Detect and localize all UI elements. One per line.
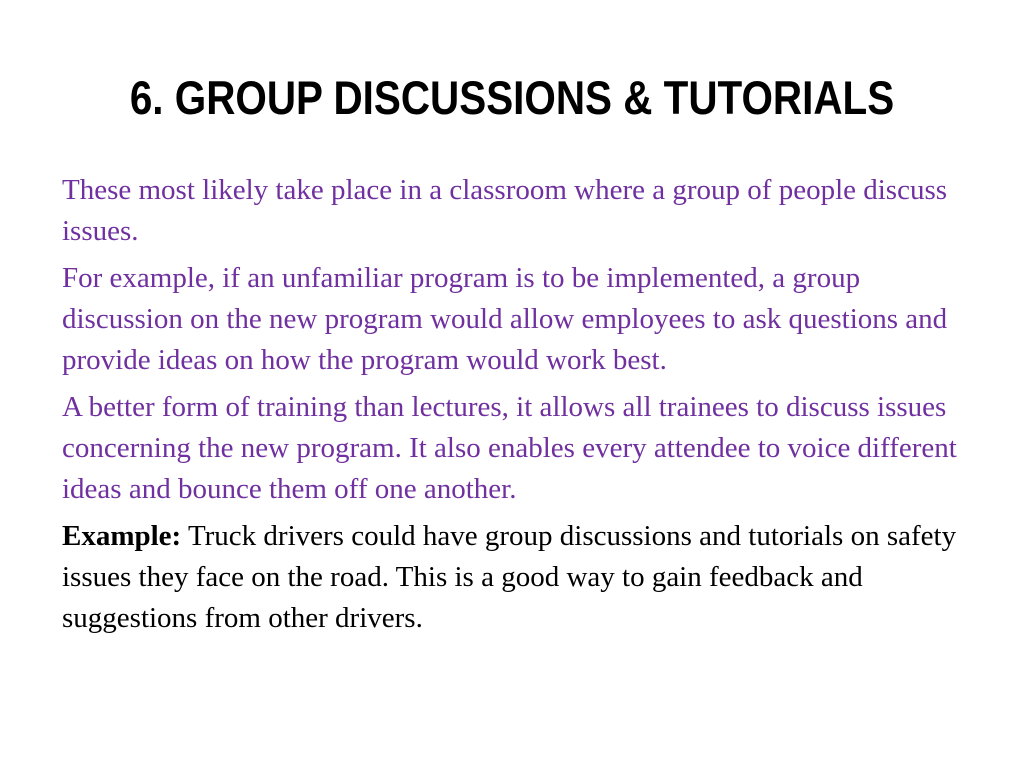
paragraph-better-form: A better form of training than lectures, it allows all trainees to discuss issues concerning the new program. It also enables every attendee to voice different ideas and bounce them off one another.: [62, 391, 957, 505]
example-text: Truck drivers could have group discussions and tutorials on safety issues they face on the road. This is a good way to gain feedback and suggestions from other drivers.: [62, 520, 957, 634]
slide-title: 6. GROUP DISCUSSIONS & TUTORIALS: [129, 71, 895, 124]
slide-body: [62, 170, 967, 645]
example-label: Example:: [62, 520, 182, 552]
paragraph-intro: These most likely take place in a classroom where a group of people discuss issues.: [62, 174, 948, 247]
paragraph-example: [62, 516, 967, 639]
paragraph-for-example: For example, if an unfamiliar program is to be implemented, a group discussion on the new program would allow employees to ask questions and provide ideas on how the program would work best.: [62, 262, 948, 376]
